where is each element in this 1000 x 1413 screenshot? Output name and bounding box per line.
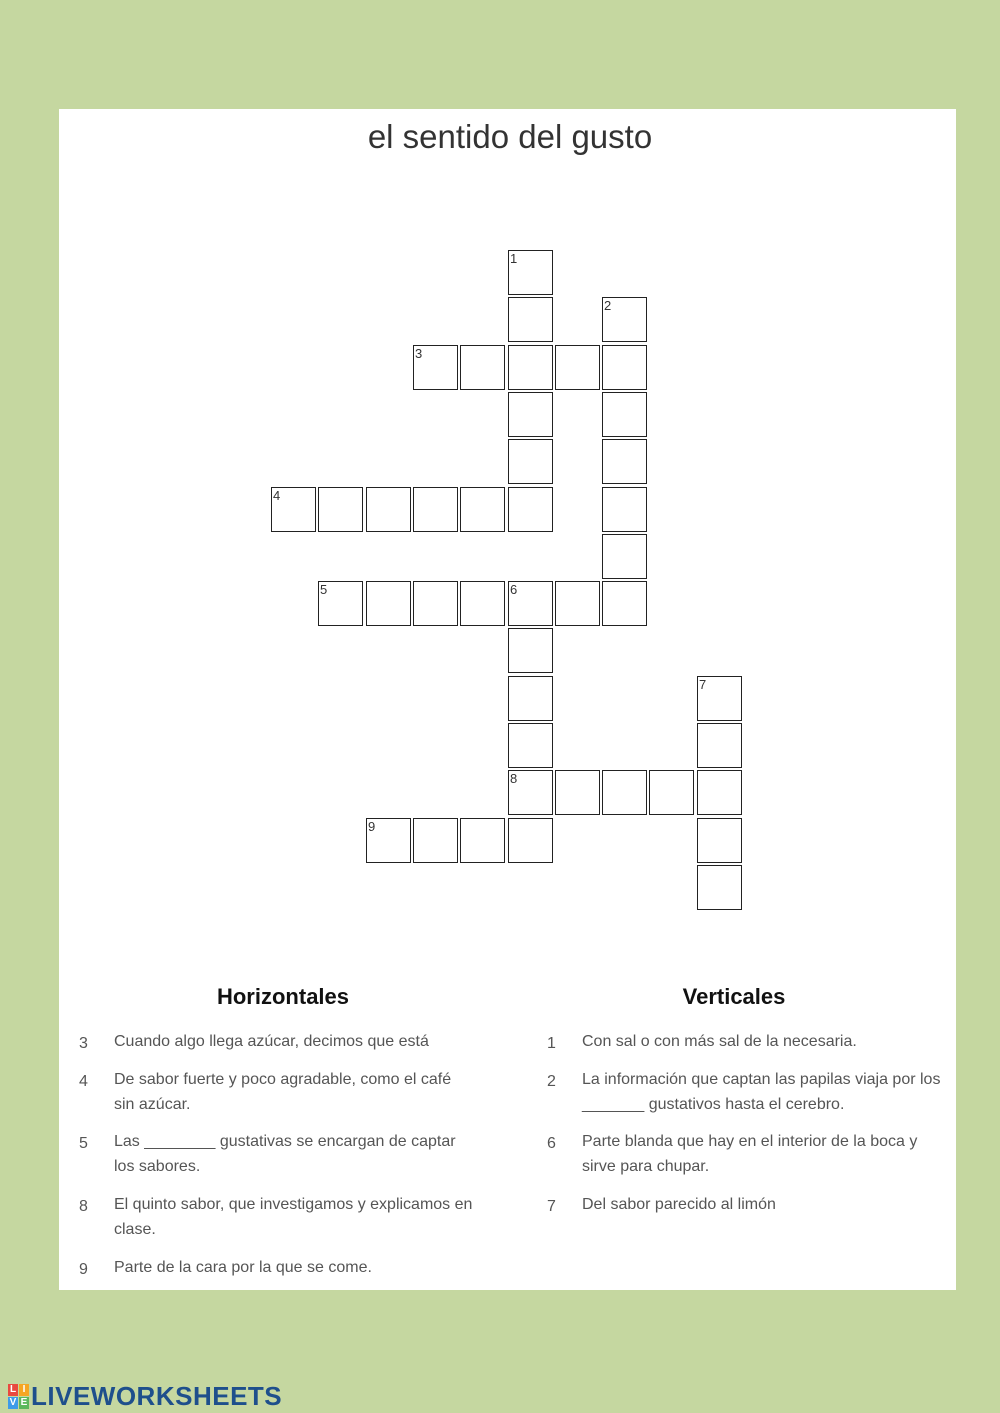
crossword-cell[interactable] <box>697 723 742 768</box>
crossword-cell[interactable] <box>508 723 553 768</box>
cell-input[interactable] <box>603 393 646 436</box>
clue-number: 2 <box>547 1073 556 1090</box>
cell-input[interactable] <box>367 582 410 625</box>
cell-input[interactable] <box>509 393 552 436</box>
clue-text: Del sabor parecido al limón <box>582 1196 776 1213</box>
crossword-cell[interactable] <box>649 770 694 815</box>
cell-input[interactable] <box>603 582 646 625</box>
cell-input[interactable] <box>414 582 457 625</box>
crossword-cell[interactable] <box>508 297 553 342</box>
brand-name: LIVEWORKSHEETS <box>31 1380 283 1411</box>
clue-number: 8 <box>79 1198 88 1215</box>
cell-number: 2 <box>604 298 612 313</box>
crossword-cell[interactable] <box>318 581 363 626</box>
clue-number: 6 <box>547 1135 556 1152</box>
cell-input[interactable] <box>461 819 504 862</box>
crossword-cell[interactable] <box>460 818 505 863</box>
clue-number: 4 <box>79 1073 88 1090</box>
cell-input[interactable] <box>509 819 552 862</box>
logo-letter: I <box>19 1384 29 1396</box>
crossword-cell[interactable] <box>508 770 553 815</box>
cell-input[interactable] <box>461 488 504 531</box>
cell-input[interactable] <box>556 582 599 625</box>
crossword-cell[interactable] <box>271 487 316 532</box>
crossword-cell[interactable] <box>555 345 600 390</box>
crossword-cell[interactable] <box>602 392 647 437</box>
page-title: el sentido del gusto <box>367 118 653 155</box>
cell-number: 6 <box>510 582 518 597</box>
crossword-cell[interactable] <box>508 487 553 532</box>
cell-input[interactable] <box>509 582 552 625</box>
cell-input[interactable] <box>603 488 646 531</box>
cell-input[interactable] <box>603 771 646 814</box>
horizontales-heading: Horizontales <box>216 984 350 1009</box>
crossword-cell[interactable] <box>508 581 553 626</box>
cell-input[interactable] <box>509 251 552 294</box>
clue-text: Parte blanda que hay en el interior de la boca y sirve para chupar. <box>582 1133 918 1175</box>
liveworksheets-logo <box>8 1381 282 1411</box>
crossword-cell[interactable] <box>602 345 647 390</box>
crossword-cell[interactable] <box>366 581 411 626</box>
cell-input[interactable] <box>461 346 504 389</box>
crossword-cell[interactable] <box>460 581 505 626</box>
clue-number: 5 <box>79 1135 88 1152</box>
clue-text: Cuando algo llega azúcar, decimos que está <box>114 1033 429 1050</box>
crossword-cell[interactable] <box>508 676 553 721</box>
cell-input[interactable] <box>414 488 457 531</box>
cell-input[interactable] <box>319 582 362 625</box>
cell-input[interactable] <box>603 535 646 578</box>
cell-number: 1 <box>510 251 518 266</box>
crossword-cell[interactable] <box>555 770 600 815</box>
cell-number: 8 <box>510 771 518 786</box>
cell-input[interactable] <box>509 440 552 483</box>
cell-input[interactable] <box>319 488 362 531</box>
crossword-cell[interactable] <box>697 676 742 721</box>
cell-number: 3 <box>415 346 423 361</box>
clue-number: 1 <box>547 1035 556 1052</box>
logo-letter: E <box>20 1396 28 1408</box>
cell-input[interactable] <box>509 677 552 720</box>
cell-input[interactable] <box>509 724 552 767</box>
crossword-cell[interactable] <box>602 487 647 532</box>
clue-text: Las ________ gustativas se encargan de captar los sabores. <box>114 1133 456 1175</box>
cell-input[interactable] <box>698 819 741 862</box>
logo-letter: V <box>9 1396 17 1408</box>
crossword-cell[interactable] <box>413 487 458 532</box>
logo-icon <box>8 1384 29 1409</box>
clue-text: Parte de la cara por la que se come. <box>114 1259 372 1276</box>
crossword-cell[interactable] <box>602 770 647 815</box>
clue-number: 9 <box>79 1261 88 1278</box>
clue-text: El quinto sabor, que investigamos y explicamos en clase. <box>114 1196 473 1238</box>
crossword-cell[interactable] <box>508 818 553 863</box>
cell-input[interactable] <box>367 488 410 531</box>
verticales-heading: Verticales <box>682 984 786 1009</box>
cell-input[interactable] <box>698 771 741 814</box>
cell-number: 5 <box>320 582 328 597</box>
crossword-cell[interactable] <box>508 439 553 484</box>
cell-input[interactable] <box>556 346 599 389</box>
crossword-cell[interactable] <box>602 439 647 484</box>
cell-input[interactable] <box>603 440 646 483</box>
cell-input[interactable] <box>698 866 741 909</box>
cell-input[interactable] <box>650 771 693 814</box>
clue-text: La información que captan las papilas viaja por los _______ gustativos hasta el cerebro. <box>582 1071 941 1113</box>
crossword-cell[interactable] <box>555 581 600 626</box>
cell-input[interactable] <box>509 771 552 814</box>
cell-input[interactable] <box>367 819 410 862</box>
cell-input[interactable] <box>272 488 315 531</box>
cell-input[interactable] <box>509 629 552 672</box>
crossword-cell[interactable] <box>697 865 742 910</box>
logo-letter: L <box>9 1383 17 1395</box>
cell-input[interactable] <box>698 724 741 767</box>
cell-input[interactable] <box>414 346 457 389</box>
cell-input[interactable] <box>461 582 504 625</box>
cell-input[interactable] <box>414 819 457 862</box>
crossword-cell[interactable] <box>508 628 553 673</box>
clue-number: 7 <box>547 1198 556 1215</box>
cell-input[interactable] <box>603 298 646 341</box>
cell-input[interactable] <box>509 346 552 389</box>
crossword-cell[interactable] <box>460 345 505 390</box>
crossword-cell[interactable] <box>460 487 505 532</box>
crossword-cell[interactable] <box>366 818 411 863</box>
cell-number: 4 <box>273 488 281 503</box>
crossword-cell[interactable] <box>366 487 411 532</box>
clue-text: Con sal o con más sal de la necesaria. <box>582 1033 857 1050</box>
crossword-cell[interactable] <box>697 770 742 815</box>
cell-input[interactable] <box>556 771 599 814</box>
crossword-cell[interactable] <box>508 392 553 437</box>
crossword-cell[interactable] <box>318 487 363 532</box>
cell-input[interactable] <box>698 677 741 720</box>
crossword-cell[interactable] <box>413 345 458 390</box>
crossword-cell[interactable] <box>413 818 458 863</box>
cell-input[interactable] <box>603 346 646 389</box>
crossword-cell[interactable] <box>602 297 647 342</box>
cell-input[interactable] <box>509 488 552 531</box>
clue-text: De sabor fuerte y poco agradable, como el café sin azúcar. <box>114 1071 452 1113</box>
cell-input[interactable] <box>509 298 552 341</box>
crossword-cell[interactable] <box>697 818 742 863</box>
cell-number: 7 <box>699 677 707 692</box>
clue-number: 3 <box>79 1035 88 1052</box>
crossword-cell[interactable] <box>413 581 458 626</box>
crossword-cell[interactable] <box>508 250 553 295</box>
crossword-cell[interactable] <box>508 345 553 390</box>
crossword-cell[interactable] <box>602 581 647 626</box>
cell-number: 9 <box>368 819 376 834</box>
crossword-cell[interactable] <box>602 534 647 579</box>
